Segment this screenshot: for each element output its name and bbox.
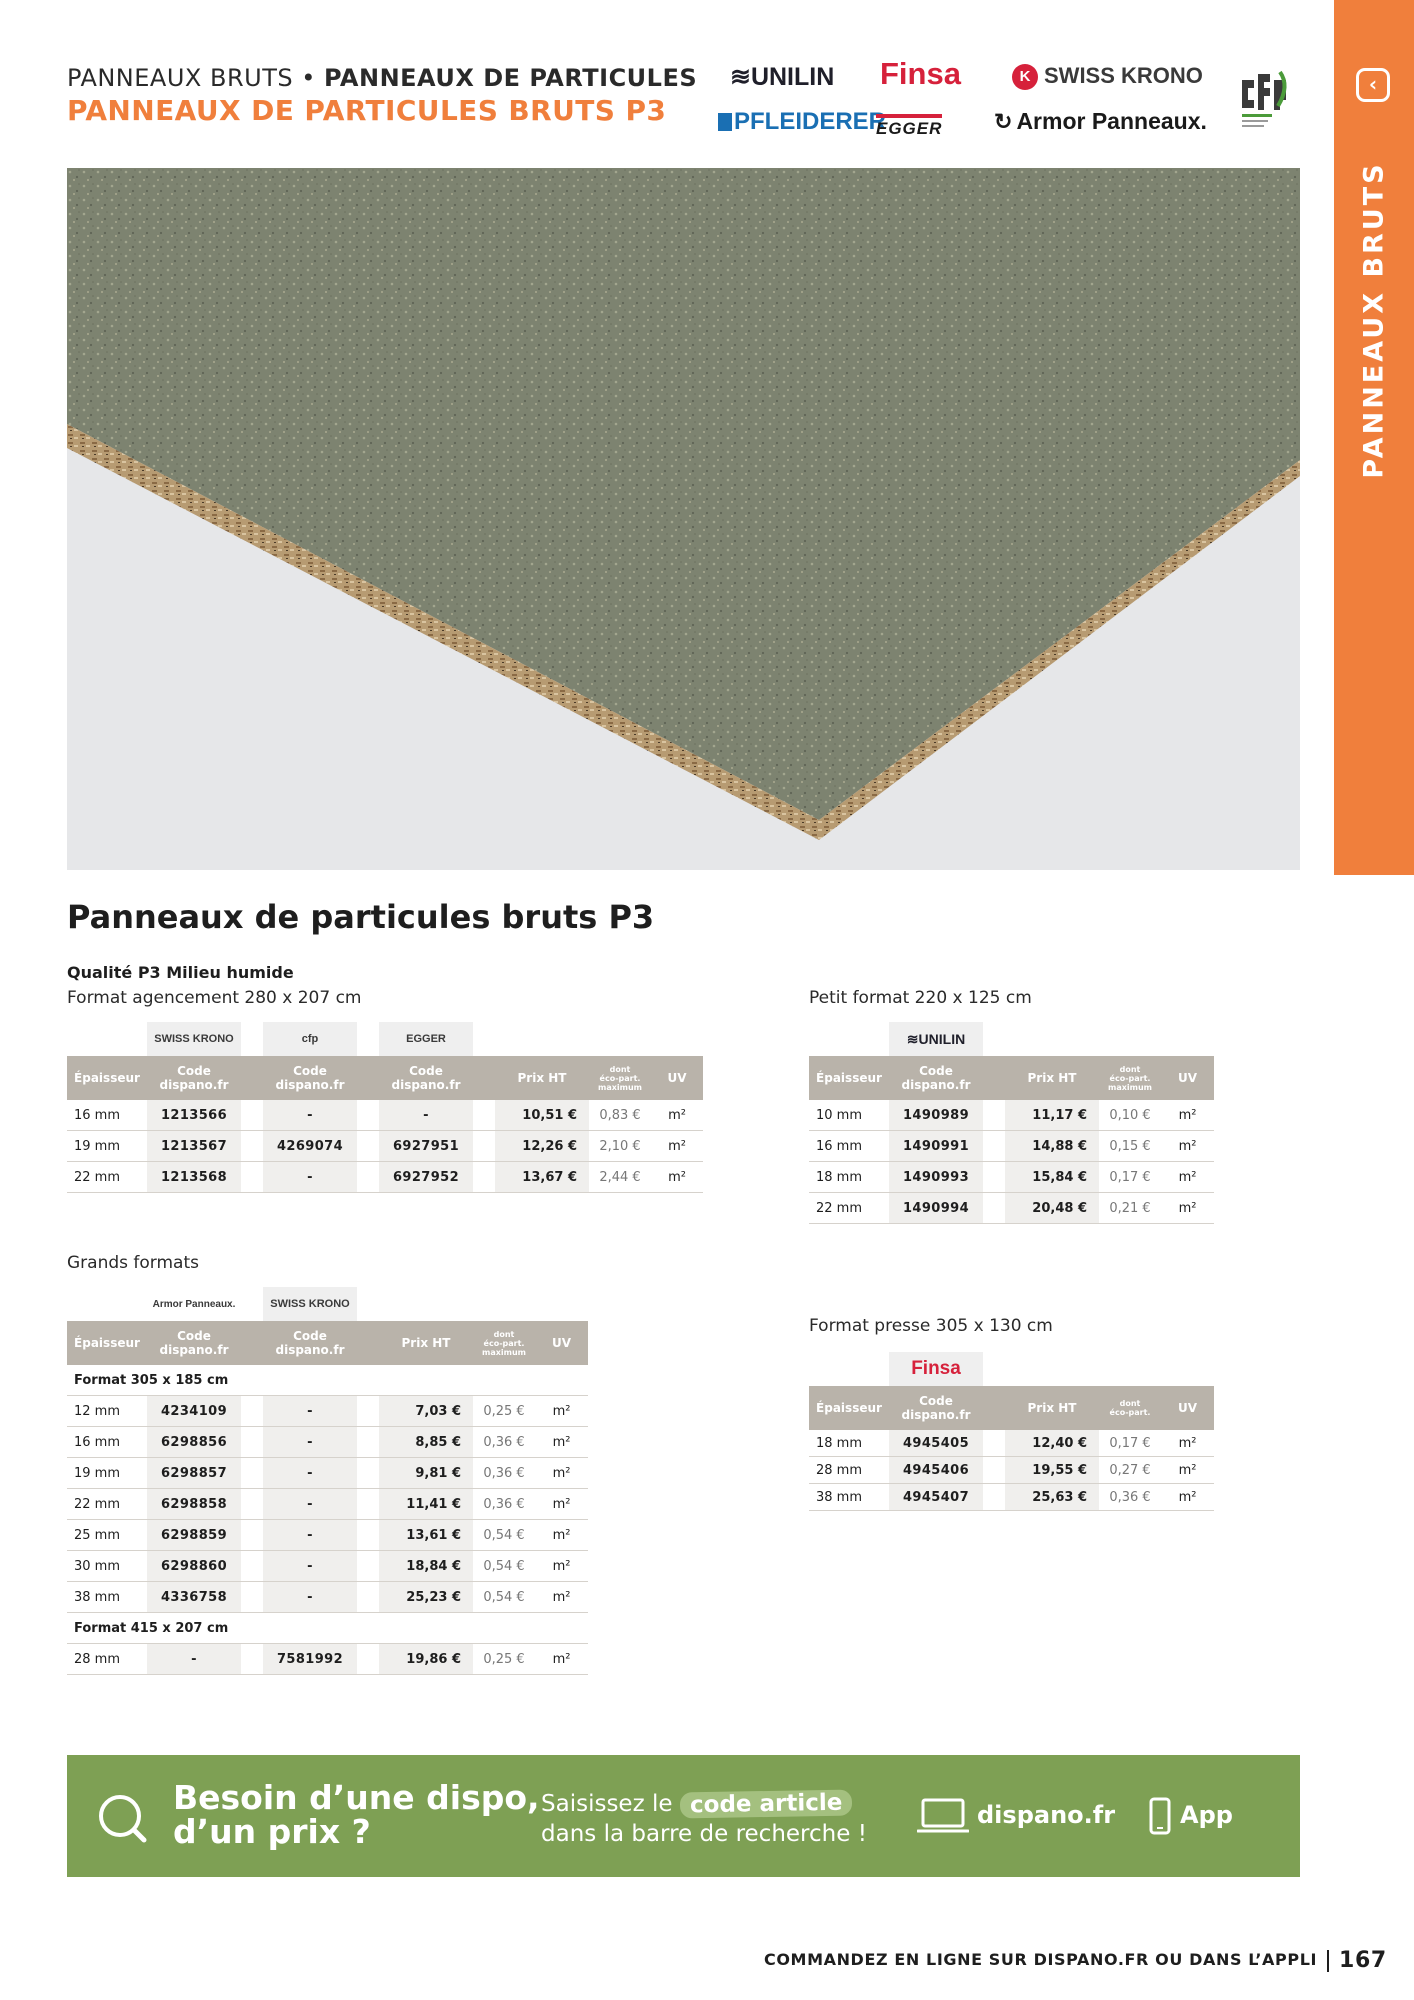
cell-eco: 0,54 € bbox=[473, 1520, 535, 1551]
cell-code: 1213566 bbox=[147, 1100, 241, 1131]
cell-uv: m² bbox=[535, 1551, 588, 1582]
table-row bbox=[67, 1520, 588, 1551]
table-row bbox=[67, 1551, 588, 1582]
cell-code: - bbox=[147, 1644, 241, 1675]
header-code: Code dispano.fr bbox=[263, 1056, 357, 1100]
cell-code: - bbox=[263, 1582, 357, 1613]
table-petit-format bbox=[809, 1022, 1214, 1224]
cell-prix: 20,48 € bbox=[1005, 1193, 1099, 1224]
cfp-column-logo: cfp bbox=[263, 1022, 357, 1056]
table-row bbox=[67, 1644, 588, 1675]
page-subtitle: PANNEAUX DE PARTICULES BRUTS P3 bbox=[67, 94, 667, 127]
cell-uv: m² bbox=[1161, 1100, 1214, 1131]
swiss-krono-logo bbox=[1012, 63, 1203, 90]
cell-prix: 9,81 € bbox=[379, 1458, 473, 1489]
cell-eco: 0,17 € bbox=[1099, 1430, 1161, 1457]
cell-uv: m² bbox=[651, 1100, 703, 1131]
cell-code: 4336758 bbox=[147, 1582, 241, 1613]
cell-epaisseur: 22 mm bbox=[67, 1489, 147, 1520]
header-prix: Prix HT bbox=[379, 1321, 473, 1365]
table-grands-caption: Grands formats bbox=[67, 1253, 199, 1273]
cell-eco: 0,21 € bbox=[1099, 1193, 1161, 1224]
banner-hint-line2: dans la barre de recherche ! bbox=[541, 1821, 867, 1847]
table-row bbox=[809, 1131, 1214, 1162]
product-photo bbox=[67, 168, 1300, 870]
cell-uv: m² bbox=[651, 1131, 703, 1162]
cell-code: 4945405 bbox=[889, 1430, 983, 1457]
cell-code: - bbox=[263, 1458, 357, 1489]
cell-code: 1490991 bbox=[889, 1131, 983, 1162]
table-row bbox=[67, 1427, 588, 1458]
cell-prix: 7,03 € bbox=[379, 1396, 473, 1427]
cell-epaisseur: 38 mm bbox=[809, 1484, 889, 1511]
cell-uv: m² bbox=[535, 1582, 588, 1613]
header-epaisseur: Épaisseur bbox=[67, 1321, 147, 1365]
table-row bbox=[809, 1162, 1214, 1193]
table-row bbox=[809, 1100, 1214, 1131]
header-code: Code dispano.fr bbox=[263, 1321, 357, 1365]
cell-code: - bbox=[263, 1427, 357, 1458]
cell-uv: m² bbox=[651, 1162, 703, 1193]
header-epaisseur: Épaisseur bbox=[67, 1056, 147, 1100]
cell-eco: 0,54 € bbox=[473, 1551, 535, 1582]
page-footer bbox=[764, 1948, 1387, 1973]
table-row bbox=[67, 1396, 588, 1427]
header-epaisseur: Épaisseur bbox=[809, 1386, 889, 1430]
cell-uv: m² bbox=[1161, 1457, 1214, 1484]
cell-eco: 2,10 € bbox=[589, 1131, 651, 1162]
back-chevron-icon[interactable]: ‹ bbox=[1356, 68, 1390, 102]
table-petit-caption: Petit format 220 x 125 cm bbox=[809, 988, 1032, 1008]
cell-uv: m² bbox=[1161, 1484, 1214, 1511]
cell-eco: 0,36 € bbox=[473, 1427, 535, 1458]
cell-uv: m² bbox=[535, 1489, 588, 1520]
smartphone-icon bbox=[1149, 1797, 1171, 1835]
cell-epaisseur: 25 mm bbox=[67, 1520, 147, 1551]
cell-epaisseur: 28 mm bbox=[67, 1644, 147, 1675]
cell-eco: 0,25 € bbox=[473, 1396, 535, 1427]
cell-prix: 11,41 € bbox=[379, 1489, 473, 1520]
cell-code: - bbox=[263, 1520, 357, 1551]
cell-prix: 25,63 € bbox=[1005, 1484, 1099, 1511]
cell-epaisseur: 28 mm bbox=[809, 1457, 889, 1484]
cell-eco: 0,15 € bbox=[1099, 1131, 1161, 1162]
cell-prix: 12,26 € bbox=[495, 1131, 589, 1162]
table-row bbox=[809, 1430, 1214, 1457]
breadcrumb-separator: • bbox=[293, 64, 325, 92]
finsa-logo: Finsa bbox=[880, 56, 961, 91]
cell-code: 6298857 bbox=[147, 1458, 241, 1489]
table-row bbox=[809, 1484, 1214, 1511]
banner-hint-line1 bbox=[541, 1791, 852, 1817]
cell-eco: 0,83 € bbox=[589, 1100, 651, 1131]
cfp-logo bbox=[1236, 66, 1294, 136]
table-agencement-caption: Format agencement 280 x 207 cm bbox=[67, 988, 362, 1008]
header-code: Code dispano.fr bbox=[889, 1056, 983, 1100]
cell-code: 6298858 bbox=[147, 1489, 241, 1520]
cell-eco: 0,27 € bbox=[1099, 1457, 1161, 1484]
search-promo-banner bbox=[67, 1755, 1300, 1877]
armor-swirl-icon: ↻ bbox=[994, 109, 1013, 134]
cell-prix: 13,61 € bbox=[379, 1520, 473, 1551]
header-eco: dont éco-part. maximum bbox=[1099, 1056, 1161, 1100]
side-tab-label: PANNEAUX BRUTS bbox=[1358, 161, 1390, 479]
header-prix: Prix HT bbox=[1005, 1056, 1099, 1100]
swiss-krono-column-logo: SWISS KRONO bbox=[263, 1287, 357, 1321]
table-grands-formats bbox=[67, 1287, 588, 1675]
header-uv: UV bbox=[651, 1056, 703, 1100]
breadcrumb-subcategory: PANNEAUX DE PARTICULES bbox=[324, 64, 698, 92]
cell-code: 6298860 bbox=[147, 1551, 241, 1582]
egger-column-logo: EGGER bbox=[379, 1022, 473, 1056]
cell-code: - bbox=[263, 1551, 357, 1582]
cell-prix: 19,86 € bbox=[379, 1644, 473, 1675]
cell-prix: 10,51 € bbox=[495, 1100, 589, 1131]
cell-epaisseur: 22 mm bbox=[67, 1162, 147, 1193]
quality-label: Qualité P3 Milieu humide bbox=[67, 963, 294, 982]
cell-epaisseur: 30 mm bbox=[67, 1551, 147, 1582]
cell-eco: 2,44 € bbox=[589, 1162, 651, 1193]
header-code: Code dispano.fr bbox=[147, 1056, 241, 1100]
finsa-column-logo: Finsa bbox=[889, 1352, 983, 1386]
cell-uv: m² bbox=[1161, 1162, 1214, 1193]
section-format-305x185: Format 305 x 185 cm bbox=[67, 1365, 588, 1396]
unilin-column-logo: ≋UNILIN bbox=[889, 1022, 983, 1056]
section-format-415x207: Format 415 x 207 cm bbox=[67, 1613, 588, 1644]
banner-question-line1: Besoin d’une dispo, bbox=[173, 1778, 540, 1817]
cell-code: 6298856 bbox=[147, 1427, 241, 1458]
product-title: Panneaux de particules bruts P3 bbox=[67, 898, 655, 936]
swiss-krono-mark-icon: K bbox=[1012, 64, 1038, 90]
pfleiderer-mark-icon bbox=[718, 113, 732, 131]
cell-code: 1490994 bbox=[889, 1193, 983, 1224]
swiss-krono-logo-text: SWISS KRONO bbox=[1044, 63, 1203, 88]
table-row bbox=[67, 1131, 703, 1162]
swiss-krono-column-logo: SWISS KRONO bbox=[147, 1022, 241, 1056]
header-code: Code dispano.fr bbox=[379, 1056, 473, 1100]
header-eco: dont éco-part. maximum bbox=[473, 1321, 535, 1365]
dispano-site-link[interactable]: dispano.fr bbox=[977, 1801, 1116, 1829]
header-code: Code dispano.fr bbox=[147, 1321, 241, 1365]
cell-eco: 0,54 € bbox=[473, 1582, 535, 1613]
cell-uv: m² bbox=[535, 1458, 588, 1489]
breadcrumb-category: PANNEAUX BRUTS bbox=[67, 64, 294, 92]
header-prix: Prix HT bbox=[1005, 1386, 1099, 1430]
table-row bbox=[67, 1582, 588, 1613]
table-row bbox=[67, 1100, 703, 1131]
cell-uv: m² bbox=[1161, 1193, 1214, 1224]
cell-uv: m² bbox=[535, 1427, 588, 1458]
particle-board-illustration bbox=[67, 168, 1300, 870]
cell-prix: 25,23 € bbox=[379, 1582, 473, 1613]
unilin-logo: ≋UNILIN bbox=[730, 63, 835, 91]
cell-eco: 0,25 € bbox=[473, 1644, 535, 1675]
table-row bbox=[67, 1458, 588, 1489]
header-prix: Prix HT bbox=[495, 1056, 589, 1100]
egger-logo: EGGER bbox=[876, 114, 942, 139]
cell-prix: 18,84 € bbox=[379, 1551, 473, 1582]
pfleiderer-logo-text: PFLEIDERER bbox=[734, 108, 887, 135]
footer-divider bbox=[1327, 1950, 1329, 1972]
cell-code: 7581992 bbox=[263, 1644, 357, 1675]
cell-eco: 0,10 € bbox=[1099, 1100, 1161, 1131]
cell-code: 6298859 bbox=[147, 1520, 241, 1551]
cell-uv: m² bbox=[1161, 1430, 1214, 1457]
table-row bbox=[67, 1162, 703, 1193]
cell-epaisseur: 18 mm bbox=[809, 1430, 889, 1457]
footer-text: COMMANDEZ EN LIGNE SUR DISPANO.FR OU DANS L’APPLI bbox=[764, 1950, 1318, 1969]
cell-uv: m² bbox=[535, 1644, 588, 1675]
cell-epaisseur: 19 mm bbox=[67, 1458, 147, 1489]
cell-code: - bbox=[263, 1162, 357, 1193]
header-uv: UV bbox=[1161, 1386, 1214, 1430]
header-eco: dont éco-part. maximum bbox=[589, 1056, 651, 1100]
cell-eco: 0,36 € bbox=[473, 1458, 535, 1489]
cell-code: 1490989 bbox=[889, 1100, 983, 1131]
cell-uv: m² bbox=[535, 1520, 588, 1551]
page-number: 167 bbox=[1339, 1948, 1387, 1973]
cell-epaisseur: 16 mm bbox=[67, 1100, 147, 1131]
cell-prix: 8,85 € bbox=[379, 1427, 473, 1458]
armor-column-logo: Armor Panneaux. bbox=[147, 1287, 241, 1321]
table-presse-caption: Format presse 305 x 130 cm bbox=[809, 1316, 1053, 1336]
header-code: Code dispano.fr bbox=[889, 1386, 983, 1430]
cell-epaisseur: 18 mm bbox=[809, 1162, 889, 1193]
cell-epaisseur: 19 mm bbox=[67, 1131, 147, 1162]
header-epaisseur: Épaisseur bbox=[809, 1056, 889, 1100]
cell-prix: 14,88 € bbox=[1005, 1131, 1099, 1162]
app-link[interactable]: App bbox=[1180, 1801, 1233, 1829]
cell-code: 6927952 bbox=[379, 1162, 473, 1193]
search-icon bbox=[97, 1793, 147, 1843]
cell-code: - bbox=[379, 1100, 473, 1131]
cell-uv: m² bbox=[1161, 1131, 1214, 1162]
cell-prix: 19,55 € bbox=[1005, 1457, 1099, 1484]
cell-code: 4234109 bbox=[147, 1396, 241, 1427]
cfp-logo-icon bbox=[1236, 66, 1294, 136]
armor-panneaux-logo-text: Armor Panneaux. bbox=[1016, 108, 1207, 134]
pfleiderer-logo bbox=[718, 108, 886, 136]
table-row bbox=[809, 1193, 1214, 1224]
table-row bbox=[809, 1457, 1214, 1484]
side-tab bbox=[1334, 0, 1414, 875]
banner-hint-highlight: code article bbox=[680, 1789, 853, 1818]
cell-code: 6927951 bbox=[379, 1131, 473, 1162]
cell-prix: 13,67 € bbox=[495, 1162, 589, 1193]
banner-hint-text: Saisissez le bbox=[541, 1791, 673, 1817]
cell-epaisseur: 22 mm bbox=[809, 1193, 889, 1224]
cell-epaisseur: 16 mm bbox=[67, 1427, 147, 1458]
header-uv: UV bbox=[1161, 1056, 1214, 1100]
cell-eco: 0,36 € bbox=[1099, 1484, 1161, 1511]
banner-question-line2: d’un prix ? bbox=[173, 1812, 371, 1851]
table-format-presse bbox=[809, 1352, 1214, 1511]
cell-epaisseur: 16 mm bbox=[809, 1131, 889, 1162]
cell-eco: 0,36 € bbox=[473, 1489, 535, 1520]
cell-uv: m² bbox=[535, 1396, 588, 1427]
laptop-icon bbox=[917, 1797, 969, 1835]
cell-code: - bbox=[263, 1489, 357, 1520]
cell-code: 4269074 bbox=[263, 1131, 357, 1162]
cell-code: - bbox=[263, 1100, 357, 1131]
cell-epaisseur: 38 mm bbox=[67, 1582, 147, 1613]
cell-eco: 0,17 € bbox=[1099, 1162, 1161, 1193]
header-eco: dont éco-part. bbox=[1099, 1386, 1161, 1430]
cell-code: - bbox=[263, 1396, 357, 1427]
header-uv: UV bbox=[535, 1321, 588, 1365]
cell-prix: 11,17 € bbox=[1005, 1100, 1099, 1131]
table-agencement bbox=[67, 1022, 703, 1193]
cell-code: 1213568 bbox=[147, 1162, 241, 1193]
cell-code: 4945407 bbox=[889, 1484, 983, 1511]
cell-code: 1490993 bbox=[889, 1162, 983, 1193]
table-row bbox=[67, 1489, 588, 1520]
cell-code: 1213567 bbox=[147, 1131, 241, 1162]
cell-prix: 12,40 € bbox=[1005, 1430, 1099, 1457]
breadcrumb bbox=[67, 64, 697, 92]
cell-epaisseur: 10 mm bbox=[809, 1100, 889, 1131]
armor-panneaux-logo bbox=[994, 108, 1207, 135]
cell-code: 4945406 bbox=[889, 1457, 983, 1484]
cell-epaisseur: 12 mm bbox=[67, 1396, 147, 1427]
cell-prix: 15,84 € bbox=[1005, 1162, 1099, 1193]
